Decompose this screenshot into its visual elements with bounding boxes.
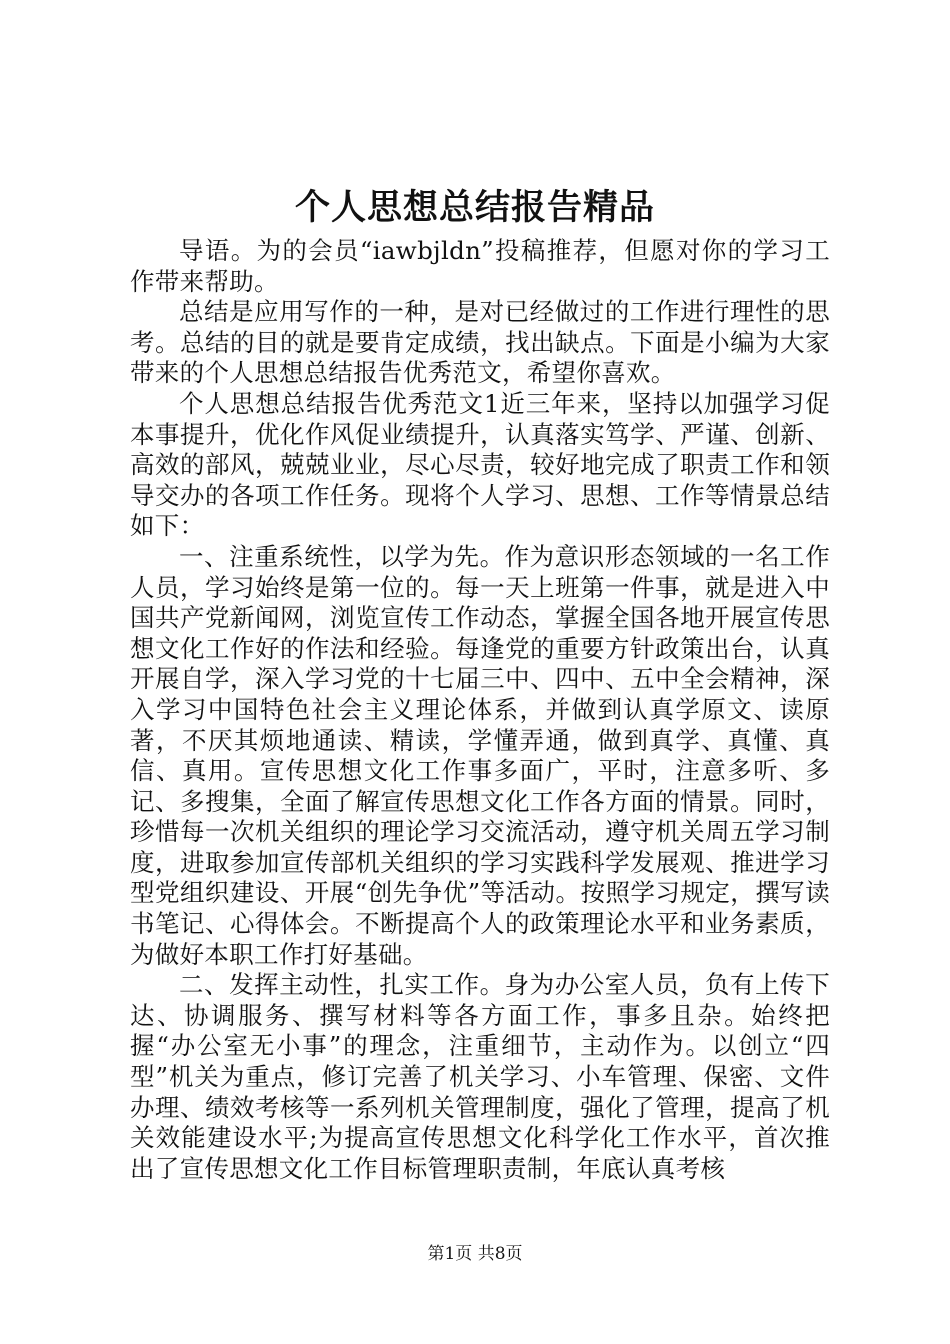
paragraph-sample-opening: 个人思想总结报告优秀范文1近三年来，坚持以加强学习促本事提升，优化作风促业绩提升，认真落实笃学、严谨、创新、高效的部风，兢兢业业，尽心尽责，较好地完成了职责工作和领导交办的各项工作任务。现将个人学习、思想、工作等情景总结如下：: [130, 388, 830, 541]
document-body: [130, 236, 830, 1184]
paragraph-summary-definition: 总结是应用写作的一种，是对已经做过的工作进行理性的思考。总结的目的就是要肯定成绩，找出缺点。下面是小编为大家带来的个人思想总结报告优秀范文，希望你喜欢。: [130, 297, 830, 388]
document-title: 个人思想总结报告精品: [294, 187, 655, 228]
page-number-footer: 第1页 共8页: [427, 1244, 523, 1264]
paragraph-intro: 导语。为的会员“iawbjldn”投稿推荐，但愿对你的学习工作带来帮助。: [130, 236, 830, 296]
paragraph-section-two: 二、发挥主动性，扎实工作。身为办公室人员，负有上传下达、协调服务、撰写材料等各方面工作，事多且杂。始终把握“办公室无小事”的理念，注重细节，主动作为。以创立“四型”机关为重点，修订完善了机关学习、小车管理、保密、文件办理、绩效考核等一系列机关管理制度，强化了管理，提高了机关效能建设水平;为提高宣传思想文化科学化工作水平，首次推出了宣传思想文化工作目标管理职责制，年底认真考核: [130, 970, 831, 1183]
paragraph-section-one: 一、注重系统性，以学为先。作为意识形态领域的一名工作人员，学习始终是第一位的。每一天上班第一件事，就是进入中国共产党新闻网，浏览宣传工作动态，掌握全国各地开展宣传思想文化工作好的作法和经验。每逢党的重要方针政策出台，认真开展自学，深入学习党的十七届三中、四中、五中全会精神，深入学习中国特色社会主义理论体系，并做到认真学原文、读原著，不厌其烦地通读、精读，学懂弄通，做到真学、真懂、真信、真用。宣传思想文化工作事多面广，平时，注意多听、多记、多搜集，全面了解宣传思想文化工作各方面的情景。同时，珍惜每一次机关组织的理论学习交流活动，遵守机关周五学习制度，进取参加宣传部机关组织的学习实践科学发展观、推进学习型党组织建设、开展“创先争优”等活动。按照学习规定，撰写读书笔记、心得体会。不断提高个人的政策理论水平和业务素质，为做好本职工作打好基础。: [130, 541, 830, 969]
